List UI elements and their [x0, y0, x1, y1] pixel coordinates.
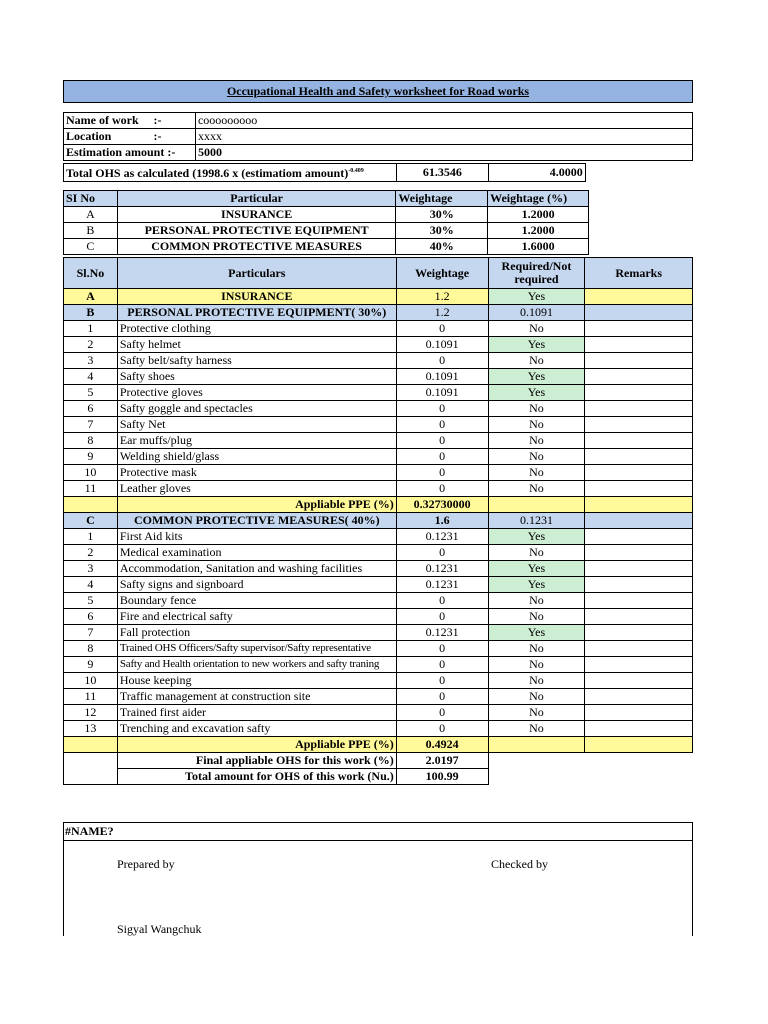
final-ohs-empty1: [488, 753, 585, 769]
cpm-item-req: No: [488, 641, 585, 657]
cpm-items: [64, 529, 693, 737]
cpm-item-weight: 0: [396, 721, 488, 737]
cpm-item-remarks: [585, 561, 693, 577]
main-header-required: Required/Not required: [488, 258, 585, 289]
ohs-calc-table: [63, 163, 693, 182]
ppe-item-remarks: [585, 369, 693, 385]
cpm-item-req: Yes: [488, 625, 585, 641]
summary-header-weightage-pct: Weightage (%): [488, 191, 589, 207]
cpm-item-no: 13: [64, 721, 118, 737]
summary-cell: 1.2000: [488, 207, 589, 223]
work-info-table: [63, 112, 693, 161]
ppe-item-req: No: [488, 481, 585, 497]
main-header: [64, 258, 693, 289]
estimation-label: Estimation amount :-: [64, 145, 196, 161]
error-cell: #NAME?: [65, 824, 114, 838]
cpm-item-no: 2: [64, 545, 118, 561]
final-ohs-empty2: [585, 753, 693, 769]
cpm-item-no: 6: [64, 609, 118, 625]
ppe-item-row: [64, 337, 693, 353]
ohs-calc-value: 61.3546: [396, 164, 488, 182]
cpm-item-req: No: [488, 673, 585, 689]
ppe-item-no: 3: [64, 353, 118, 369]
cpm-item-name: Medical examination: [117, 545, 396, 561]
summary-cell: INSURANCE: [117, 207, 396, 223]
cpm-item-remarks: [585, 705, 693, 721]
section-b-remarks: [585, 305, 693, 321]
cpm-item-remarks: [585, 529, 693, 545]
cpm-item-no: 11: [64, 689, 118, 705]
ohs-calc-label: [64, 164, 397, 182]
ppe-item-no: 8: [64, 433, 118, 449]
ohs-calc-label-text: Total OHS as calculated (1998.6 x (estimatiom amount): [66, 166, 349, 180]
name-of-work-value: cooooooooo: [195, 113, 692, 129]
ppe-item-no: 7: [64, 417, 118, 433]
final-ohs-label: Final appliable OHS for this work (%): [117, 753, 396, 769]
ppe-total-value: 0.32730000: [396, 497, 488, 513]
section-a-remarks: [585, 289, 693, 305]
ohs-calc-exponent: -0.409: [348, 168, 364, 174]
ppe-item-weight: 0.1091: [396, 385, 488, 401]
cpm-item-req: No: [488, 721, 585, 737]
final-ohs-blank: [64, 753, 118, 769]
ppe-item-req: No: [488, 449, 585, 465]
ppe-item-weight: 0: [396, 321, 488, 337]
cpm-item-name: Safty signs and signboard: [117, 577, 396, 593]
summary-header: [64, 191, 589, 207]
cpm-item-row: [64, 609, 693, 625]
cpm-item-req: No: [488, 689, 585, 705]
location-value: xxxx: [195, 129, 692, 145]
cpm-item-req: No: [488, 657, 585, 673]
main-header-weightage: Weightage: [396, 258, 488, 289]
section-c-row: [64, 513, 693, 529]
ppe-item-req: Yes: [488, 337, 585, 353]
cpm-item-remarks: [585, 577, 693, 593]
ppe-item-name: Leather gloves: [117, 481, 396, 497]
total-amount-empty2: [585, 769, 693, 785]
name-of-work-label: Name of work: [64, 113, 152, 129]
ppe-item-no: 1: [64, 321, 118, 337]
summary-cell: COMMON PROTECTIVE MEASURES: [117, 239, 396, 255]
ppe-item-name: Welding shield/glass: [117, 449, 396, 465]
ppe-item-req: No: [488, 321, 585, 337]
ppe-item-no: 5: [64, 385, 118, 401]
cpm-item-no: 5: [64, 593, 118, 609]
section-a-row: [64, 289, 693, 305]
ppe-item-remarks: [585, 417, 693, 433]
cpm-item-remarks: [585, 609, 693, 625]
summary-cell: B: [64, 223, 118, 239]
worksheet-title-text: Occupational Health and Safety worksheet for Road works: [226, 84, 530, 98]
summary-cell: 1.2000: [488, 223, 589, 239]
summary-cell: 40%: [396, 239, 488, 255]
section-b-weight: 1.2: [396, 305, 488, 321]
total-amount-blank: [64, 769, 118, 785]
summary-header-particular: Particular: [117, 191, 396, 207]
summary-row: [64, 223, 589, 239]
cpm-item-req: Yes: [488, 577, 585, 593]
ppe-item-row: [64, 449, 693, 465]
summary-cell: 30%: [396, 207, 488, 223]
cpm-item-row: [64, 577, 693, 593]
cpm-total-blank: [64, 737, 118, 753]
cpm-item-name: Trained first aider: [117, 705, 396, 721]
location-sep: :-: [151, 129, 195, 145]
cpm-item-weight: 0: [396, 689, 488, 705]
ppe-item-weight: 0: [396, 449, 488, 465]
name-of-work-sep: :-: [151, 113, 195, 129]
total-amount-empty1: [488, 769, 585, 785]
worksheet-title: [63, 80, 693, 103]
cpm-item-weight: 0: [396, 641, 488, 657]
cpm-total-row: [64, 737, 693, 753]
ppe-item-name: Safty belt/safty harness: [117, 353, 396, 369]
cpm-item-row: [64, 673, 693, 689]
cpm-item-remarks: [585, 641, 693, 657]
ppe-item-req: No: [488, 417, 585, 433]
total-amount-label: Total amount for OHS of this work (Nu.): [117, 769, 396, 785]
summary-header-slno: SI No: [64, 191, 118, 207]
cpm-item-row: [64, 545, 693, 561]
ppe-item-req: No: [488, 433, 585, 449]
ppe-item-name: Safty helmet: [117, 337, 396, 353]
error-row: [63, 822, 693, 841]
cpm-item-remarks: [585, 545, 693, 561]
cpm-item-req: Yes: [488, 529, 585, 545]
cpm-item-weight: 0: [396, 593, 488, 609]
cpm-item-weight: 0.1231: [396, 625, 488, 641]
ppe-item-weight: 0: [396, 401, 488, 417]
cpm-item-req: No: [488, 593, 585, 609]
ppe-item-row: [64, 401, 693, 417]
cpm-item-row: [64, 529, 693, 545]
section-a-weight: 1.2: [396, 289, 488, 305]
ppe-item-req: No: [488, 353, 585, 369]
cpm-item-weight: 0.1231: [396, 529, 488, 545]
section-c-weight: 1.6: [396, 513, 488, 529]
ppe-item-no: 11: [64, 481, 118, 497]
section-c-name: COMMON PROTECTIVE MEASURES( 40%): [117, 513, 396, 529]
cpm-item-row: [64, 625, 693, 641]
checked-by-label: Checked by: [491, 857, 548, 871]
ohs-calc-percent: 4.0000: [488, 164, 585, 182]
location-label: Location: [64, 129, 152, 145]
cpm-item-no: 9: [64, 657, 118, 673]
cpm-item-row: [64, 593, 693, 609]
cpm-item-weight: 0: [396, 609, 488, 625]
cpm-item-name: Boundary fence: [117, 593, 396, 609]
summary-cell: A: [64, 207, 118, 223]
ppe-item-no: 9: [64, 449, 118, 465]
cpm-item-remarks: [585, 689, 693, 705]
ppe-item-row: [64, 417, 693, 433]
summary-row: [64, 207, 589, 223]
cpm-item-req: Yes: [488, 561, 585, 577]
section-a-no: A: [64, 289, 118, 305]
cpm-item-req: No: [488, 609, 585, 625]
ppe-total-label: Appliable PPE (%): [117, 497, 396, 513]
cpm-item-row: [64, 561, 693, 577]
cpm-item-weight: 0.1231: [396, 577, 488, 593]
cpm-item-no: 4: [64, 577, 118, 593]
ppe-item-name: Ear muffs/plug: [117, 433, 396, 449]
ppe-item-row: [64, 385, 693, 401]
ppe-item-weight: 0: [396, 353, 488, 369]
ppe-item-row: [64, 433, 693, 449]
ppe-total-row: [64, 497, 693, 513]
main-header-slno: Sl.No: [64, 258, 118, 289]
ppe-item-name: Safty Net: [117, 417, 396, 433]
ppe-item-no: 10: [64, 465, 118, 481]
ppe-total-remarks: [585, 497, 693, 513]
ppe-item-weight: 0.1091: [396, 337, 488, 353]
cpm-item-row: [64, 705, 693, 721]
main-table: [63, 257, 693, 785]
ppe-item-remarks: [585, 321, 693, 337]
cpm-item-req: No: [488, 705, 585, 721]
cpm-item-name: Trained OHS Officers/Safty supervisor/Safty representative: [117, 641, 396, 657]
cpm-item-no: 7: [64, 625, 118, 641]
ppe-item-name: Protective gloves: [117, 385, 396, 401]
ppe-item-name: Safty goggle and spectacles: [117, 401, 396, 417]
cpm-item-remarks: [585, 625, 693, 641]
cpm-item-no: 12: [64, 705, 118, 721]
ppe-item-no: 2: [64, 337, 118, 353]
ppe-item-name: Safty shoes: [117, 369, 396, 385]
cpm-item-name: Safty and Health orientation to new workers and safty traning: [117, 657, 396, 673]
summary-row: [64, 239, 589, 255]
main-header-particulars: Particulars: [117, 258, 396, 289]
ohs-calc-blank: [585, 164, 693, 182]
cpm-item-name: Fall protection: [117, 625, 396, 641]
section-b-name: PERSONAL PROTECTIVE EQUIPMENT( 30%): [117, 305, 396, 321]
summary-cell: PERSONAL PROTECTIVE EQUIPMENT: [117, 223, 396, 239]
cpm-item-weight: 0: [396, 673, 488, 689]
cpm-item-row: [64, 721, 693, 737]
section-b-no: B: [64, 305, 118, 321]
ppe-item-remarks: [585, 401, 693, 417]
ppe-item-remarks: [585, 353, 693, 369]
ppe-item-remarks: [585, 337, 693, 353]
section-a-req: Yes: [488, 289, 585, 305]
cpm-item-name: Fire and electrical safty: [117, 609, 396, 625]
cpm-item-req: No: [488, 545, 585, 561]
section-c-remarks: [585, 513, 693, 529]
cpm-item-weight: 0.1231: [396, 561, 488, 577]
total-amount-row: [64, 769, 693, 785]
ppe-item-no: 4: [64, 369, 118, 385]
cpm-item-row: [64, 657, 693, 673]
cpm-item-no: 1: [64, 529, 118, 545]
signature-area: [63, 840, 693, 936]
ppe-item-remarks: [585, 449, 693, 465]
cpm-item-weight: 0: [396, 705, 488, 721]
cpm-item-name: First Aid kits: [117, 529, 396, 545]
section-a-name: INSURANCE: [117, 289, 396, 305]
ppe-item-req: No: [488, 401, 585, 417]
ppe-item-weight: 0: [396, 465, 488, 481]
summary-table: [63, 190, 589, 255]
summary-header-weightage: Weightage: [396, 191, 488, 207]
cpm-item-name: House keeping: [117, 673, 396, 689]
main-header-remarks: Remarks: [585, 258, 693, 289]
summary-cell: C: [64, 239, 118, 255]
ppe-item-req: No: [488, 465, 585, 481]
ppe-item-remarks: [585, 481, 693, 497]
cpm-item-no: 8: [64, 641, 118, 657]
ppe-item-name: Protective mask: [117, 465, 396, 481]
cpm-item-remarks: [585, 657, 693, 673]
ppe-item-remarks: [585, 433, 693, 449]
ppe-item-req: Yes: [488, 385, 585, 401]
section-b-req: 0.1091: [488, 305, 585, 321]
ppe-item-row: [64, 353, 693, 369]
cpm-item-weight: 0: [396, 545, 488, 561]
ppe-item-req: Yes: [488, 369, 585, 385]
ppe-item-remarks: [585, 385, 693, 401]
section-c-no: C: [64, 513, 118, 529]
cpm-item-remarks: [585, 593, 693, 609]
cpm-total-value: 0.4924: [396, 737, 488, 753]
cpm-total-label: Appliable PPE (%): [117, 737, 396, 753]
ppe-item-row: [64, 465, 693, 481]
cpm-item-remarks: [585, 673, 693, 689]
total-amount-value: 100.99: [396, 769, 488, 785]
cpm-total-remarks: [585, 737, 693, 753]
cpm-total-req: [488, 737, 585, 753]
section-b-row: [64, 305, 693, 321]
summary-cell: 1.6000: [488, 239, 589, 255]
prepared-by-label: Prepared by: [117, 857, 175, 871]
ppe-items: [64, 321, 693, 497]
ppe-item-row: [64, 481, 693, 497]
signatory-name: Sigyal Wangchuk: [117, 922, 202, 936]
ppe-item-weight: 0: [396, 433, 488, 449]
cpm-item-weight: 0: [396, 657, 488, 673]
section-c-req: 0.1231: [488, 513, 585, 529]
ppe-item-weight: 0.1091: [396, 369, 488, 385]
final-ohs-row: [64, 753, 693, 769]
ppe-total-blank: [64, 497, 118, 513]
cpm-item-row: [64, 641, 693, 657]
cpm-item-name: Accommodation, Sanitation and washing facilities: [117, 561, 396, 577]
estimation-value: 5000: [195, 145, 692, 161]
summary-cell: 30%: [396, 223, 488, 239]
ppe-item-weight: 0: [396, 417, 488, 433]
cpm-item-no: 10: [64, 673, 118, 689]
cpm-item-name: Traffic management at construction site: [117, 689, 396, 705]
cpm-item-row: [64, 689, 693, 705]
ppe-item-row: [64, 321, 693, 337]
cpm-item-no: 3: [64, 561, 118, 577]
ppe-item-name: Protective clothing: [117, 321, 396, 337]
cpm-item-name: Trenching and excavation safty: [117, 721, 396, 737]
ppe-item-row: [64, 369, 693, 385]
ppe-item-remarks: [585, 465, 693, 481]
ppe-item-weight: 0: [396, 481, 488, 497]
ppe-item-no: 6: [64, 401, 118, 417]
final-ohs-value: 2.0197: [396, 753, 488, 769]
cpm-item-remarks: [585, 721, 693, 737]
ppe-total-req: [488, 497, 585, 513]
